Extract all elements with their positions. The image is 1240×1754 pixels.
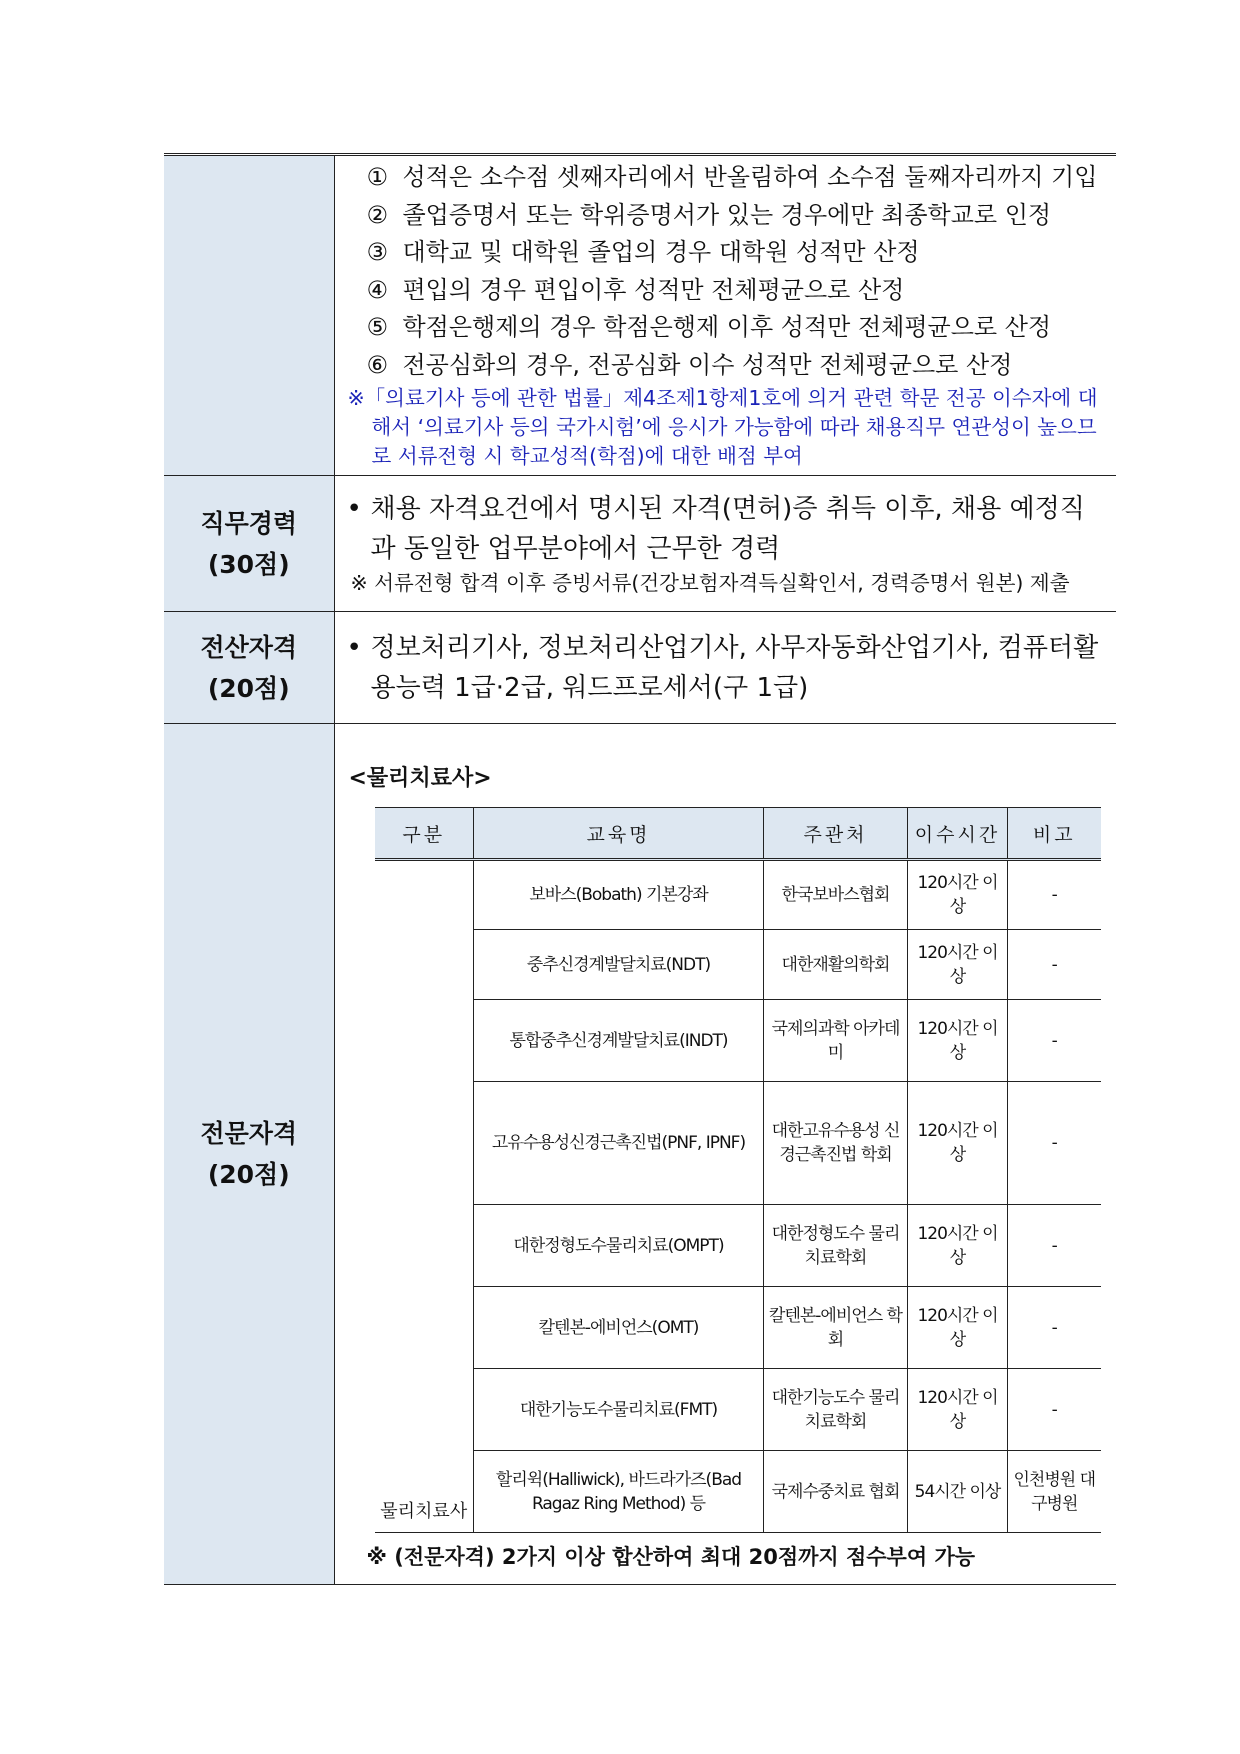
- course-remark: -: [1008, 1082, 1101, 1205]
- course-remark: -: [1008, 1205, 1101, 1287]
- table-row: [375, 860, 1101, 930]
- it-bullet-text: 정보처리기사, 정보처리산업기사, 사무자동화산업기사, 컴퓨터활용능력 1급·2급, 워드프로세서(구 1급): [370, 632, 1099, 703]
- header-hours: 이수시간: [908, 808, 1008, 860]
- table-row: [375, 1287, 1101, 1369]
- table-row: [375, 1000, 1101, 1082]
- grades-label-cell: [164, 155, 334, 476]
- grades-legal-note: ※「의료기사 등에 관한 법률」제4조제1항제1호에 의거 관련 학문 전공 이수자에 대해서 ‘의료기사 등의 국가시험’에 응시가 가능함에 따라 채용직무 연관성이 높으므로 서류전형 시 학교성적(학점)에 대한 배점 부여: [347, 386, 1098, 468]
- specialist-label-title: 전문자격: [200, 1119, 298, 1148]
- rule-number: ③: [366, 238, 389, 266]
- course-name: 대한기능도수물리치료(FMT): [474, 1369, 764, 1451]
- course-name: 중추신경계발달치료(NDT): [474, 930, 764, 1000]
- it-label: [164, 612, 334, 724]
- grade-rule-1: [347, 159, 1107, 197]
- rule-number: ④: [366, 275, 389, 304]
- evaluation-criteria-table: [164, 153, 1116, 1585]
- course-remark: -: [1008, 930, 1101, 1000]
- specialist-label-points: (20점): [207, 1160, 290, 1189]
- course-remark: 인천병원 대구병원: [1008, 1451, 1101, 1533]
- rule-text: 전공심화의 경우, 전공심화 이수 성적만 전체평균으로 산정: [402, 350, 1013, 379]
- course-name: 고유수용성신경근촉진법(PNF, IPNF): [474, 1082, 764, 1205]
- rule-text: 성적은 소수점 셋째자리에서 반올림하여 소수점 둘째자리까지 기입: [402, 163, 1098, 191]
- rule-text: 학점은행제의 경우 학점은행제 이후 성적만 전체평균으로 산정: [402, 313, 1052, 341]
- course-hours: 120시간 이상: [908, 860, 1008, 930]
- rule-number: ①: [366, 163, 389, 191]
- career-label-title: 직무경력: [200, 508, 298, 538]
- course-name: 칼텐본-에비언스(OMT): [474, 1287, 764, 1369]
- qualification-header-row: [375, 808, 1101, 860]
- career-label-points: (30점): [207, 549, 290, 579]
- career-row: [164, 476, 1116, 612]
- course-organizer: 대한기능도수 물리치료학회: [764, 1369, 908, 1451]
- grade-rule-6: [347, 347, 1107, 385]
- course-organizer: 한국보바스협회: [764, 860, 908, 930]
- it-row: [164, 612, 1116, 724]
- it-label-points: (20점): [207, 673, 290, 703]
- course-organizer: 국제의과학 아카데미: [764, 1000, 908, 1082]
- qualification-table: [375, 807, 1101, 1533]
- bullet-icon: •: [346, 632, 362, 663]
- table-row: [375, 1205, 1101, 1287]
- course-name: 통합중추신경계발달치료(INDT): [474, 1000, 764, 1082]
- career-bullet: [347, 489, 1107, 569]
- table-row: [375, 930, 1101, 1000]
- grade-rule-2: [347, 197, 1107, 235]
- course-hours: 120시간 이상: [908, 1369, 1008, 1451]
- specialist-label: [164, 724, 334, 1585]
- course-remark: -: [1008, 1000, 1101, 1082]
- course-hours: 120시간 이상: [908, 930, 1008, 1000]
- header-organizer: 주관처: [764, 808, 908, 860]
- grade-rule-3: [347, 234, 1107, 272]
- grades-row: [164, 155, 1116, 476]
- rule-text: 편입의 경우 편입이후 성적만 전체평균으로 산정: [402, 275, 905, 304]
- career-label: [164, 476, 334, 612]
- course-name: 할리윅(Halliwick), 바드라가즈(Bad Ragaz Ring Method) 등: [474, 1451, 764, 1533]
- career-note: ※ 서류전형 합격 이후 증빙서류(건강보험자격득실확인서, 경력증명서 원본) 제출: [350, 571, 1070, 595]
- header-remarks: 비고: [1008, 808, 1101, 860]
- category-cell: 물리치료사: [375, 860, 474, 1533]
- grade-rule-5: [347, 309, 1107, 347]
- specialist-content: [334, 724, 1116, 1585]
- course-name: 대한정형도수물리치료(OMPT): [474, 1205, 764, 1287]
- course-remark: -: [1008, 860, 1101, 930]
- rule-number: ②: [366, 200, 389, 229]
- course-hours: 120시간 이상: [908, 1205, 1008, 1287]
- course-organizer: 대한재활의학회: [764, 930, 908, 1000]
- it-content: [334, 612, 1116, 724]
- it-label-title: 전산자격: [200, 632, 298, 662]
- course-organizer: 대한고유수용성 신경근촉진법 학회: [764, 1082, 908, 1205]
- rule-number: ⑤: [366, 313, 389, 341]
- header-course: 교육명: [474, 808, 764, 860]
- specialist-footnote: ※ (전문자격) 2가지 이상 합산하여 최대 20점까지 점수부여 가능: [366, 1545, 976, 1569]
- specialist-subtitle: <물리치료사>: [348, 766, 492, 791]
- course-organizer: 국제수중치료 협회: [764, 1451, 908, 1533]
- career-bullet-text: 채용 자격요건에서 명시된 자격(면허)증 취득 이후, 채용 예정직과 동일한 업무분야에서 근무한 경력: [370, 494, 1085, 564]
- course-hours: 120시간 이상: [908, 1287, 1008, 1369]
- grade-rule-4: [347, 272, 1107, 310]
- course-hours: 120시간 이상: [908, 1082, 1008, 1205]
- it-bullet: [347, 628, 1107, 708]
- table-row: [375, 1082, 1101, 1205]
- course-hours: 120시간 이상: [908, 1000, 1008, 1082]
- course-organizer: 칼텐본-에비언스 학회: [764, 1287, 908, 1369]
- table-row: [375, 1451, 1101, 1533]
- course-organizer: 대한정형도수 물리치료학회: [764, 1205, 908, 1287]
- bullet-icon: •: [346, 494, 362, 524]
- table-row: [375, 1369, 1101, 1451]
- career-content: [334, 476, 1116, 612]
- header-category: 구분: [375, 808, 474, 860]
- rule-number: ⑥: [366, 350, 389, 379]
- course-remark: -: [1008, 1287, 1101, 1369]
- grades-content: [334, 155, 1116, 476]
- course-hours: 54시간 이상: [908, 1451, 1008, 1533]
- specialist-row: [164, 724, 1116, 1585]
- course-name: 보바스(Bobath) 기본강좌: [474, 860, 764, 930]
- course-remark: -: [1008, 1369, 1101, 1451]
- rule-text: 졸업증명서 또는 학위증명서가 있는 경우에만 최종학교로 인정: [402, 200, 1052, 229]
- rule-text: 대학교 및 대학원 졸업의 경우 대학원 성적만 산정: [402, 238, 920, 266]
